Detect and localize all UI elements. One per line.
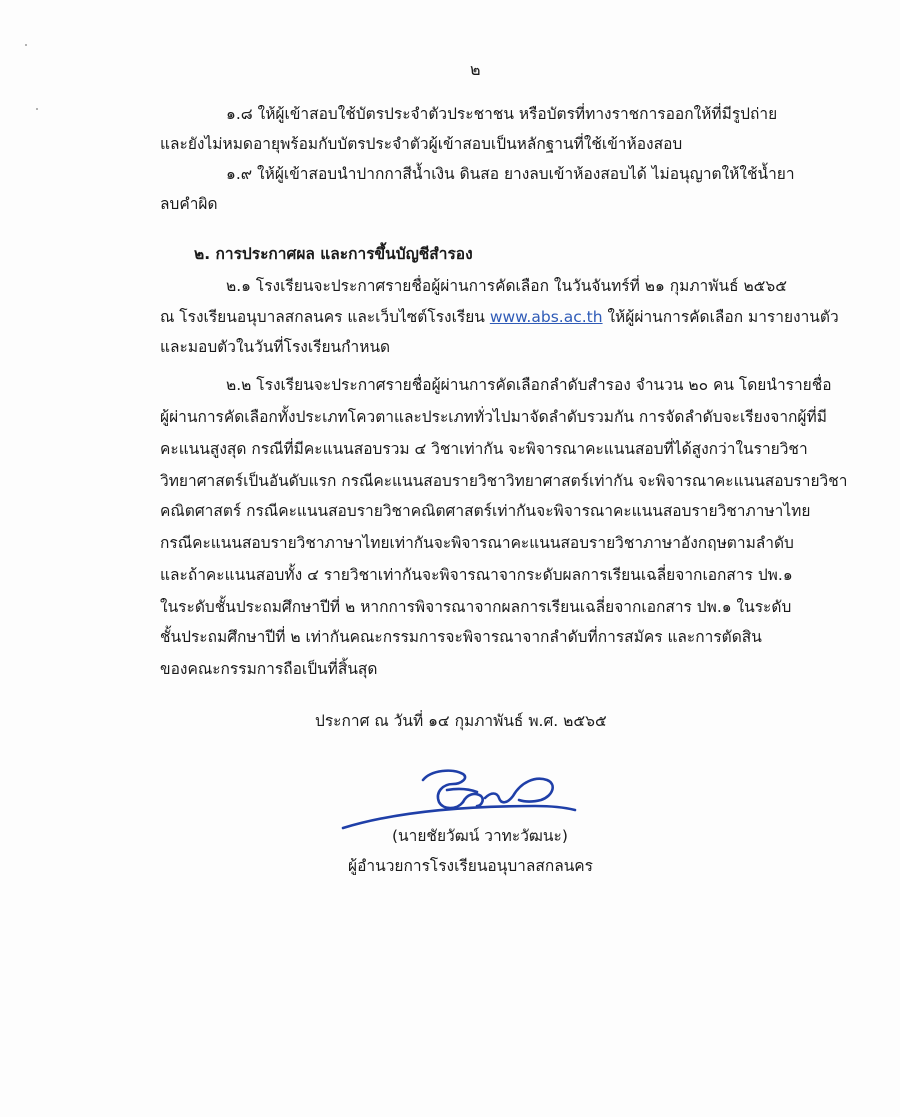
item-2-2-line: ชั้นประถมศึกษาปีที่ ๒ เท่ากันคณะกรรมการจะพิจารณาจากลำดับที่การสมัคร และการตัดสิน (160, 628, 762, 646)
item-2-2-line: และถ้าคะแนนสอบทั้ง ๔ รายวิชาเท่ากันจะพิจารณาจากระดับผลการเรียนเฉลี่ยจากเอกสาร ปพ.๑ (160, 566, 793, 584)
page-number: ๒ (470, 60, 481, 79)
item-2-1-line3: และมอบตัวในวันที่โรงเรียนกำหนด (160, 338, 391, 356)
item-2-1-line1: ๒.๑ โรงเรียนจะประกาศรายชื่อผู้ผ่านการคัดเลือก ในวันจันทร์ที่ ๒๑ กุมภาพันธ์ ๒๕๖๕ (226, 277, 787, 295)
item-2-2-line: ผู้ผ่านการคัดเลือกทั้งประเภทโควตาและประเภททั่วไปมาจัดลำดับรวมกัน การจัดลำดับจะเรียงจากผู้ที่มี (160, 408, 827, 426)
signatory-name: (นายชัยวัฒน์ วาทะวัฒนะ) (392, 827, 568, 845)
item-2-2-line: คณิตศาสตร์ กรณีคะแนนสอบรายวิชาคณิตศาสตร์เท่ากันจะพิจารณาคะแนนสอบรายวิชาภาษาไทย (160, 502, 811, 520)
scan-speck (36, 108, 38, 110)
item-2-1-line2-after: ให้ผู้ผ่านการคัดเลือก มารายงานตัว (602, 308, 839, 326)
item-2-2-line: วิทยาศาสตร์เป็นอันดับแรก กรณีคะแนนสอบรายวิชาวิทยาศาสตร์เท่ากัน จะพิจารณาคะแนนสอบรายวิชา (160, 472, 848, 490)
item-2-2-line: คะแนนสูงสุด กรณีที่มีคะแนนสอบรวม ๔ วิชาเท่ากัน จะพิจารณาคะแนนสอบที่ได้สูงกว่าในรายวิชา (160, 440, 808, 458)
item-1-9-line1: ๑.๙ ให้ผู้เข้าสอบนำปากกาสีน้ำเงิน ดินสอ ยางลบเข้าห้องสอบได้ ไม่อนุญาตให้ใช้น้ำยา (226, 165, 795, 183)
announcement-date: ประกาศ ณ วันที่ ๑๔ กุมภาพันธ์ พ.ศ. ๒๕๖๕ (315, 712, 607, 730)
school-website-link[interactable]: www.abs.ac.th (489, 308, 603, 326)
item-2-2-line: ๒.๒ โรงเรียนจะประกาศรายชื่อผู้ผ่านการคัดเลือกลำดับสำรอง จำนวน ๒๐ คน โดยนำรายชื่อ (226, 376, 832, 394)
item-2-2-line: ของคณะกรรมการถือเป็นที่สิ้นสุด (160, 660, 378, 678)
signature-image (335, 762, 580, 834)
item-2-2-line: กรณีคะแนนสอบรายวิชาภาษาไทยเท่ากันจะพิจารณาคะแนนสอบรายวิชาภาษาอังกฤษตามลำดับ (160, 534, 794, 552)
item-2-1-line2 (160, 306, 839, 328)
scan-speck (25, 44, 27, 46)
item-1-8-line1: ๑.๘ ให้ผู้เข้าสอบใช้บัตรประจำตัวประชาชน หรือบัตรที่ทางราชการออกให้ที่มีรูปถ่าย (226, 105, 778, 123)
item-2-1-line2-before: ณ โรงเรียนอนุบาลสกลนคร และเว็บไซต์โรงเรียน (160, 308, 490, 326)
signatory-position: ผู้อำนวยการโรงเรียนอนุบาลสกลนคร (348, 857, 593, 875)
section2-heading: ๒. การประกาศผล และการขึ้นบัญชีสำรอง (194, 245, 473, 263)
item-2-2-line: ในระดับชั้นประถมศึกษาปีที่ ๒ หากการพิจารณาจากผลการเรียนเฉลี่ยจากเอกสาร ปพ.๑ ในระดับ (160, 598, 792, 616)
item-1-8-line2: และยังไม่หมดอายุพร้อมกับบัตรประจำตัวผู้เข้าสอบเป็นหลักฐานที่ใช้เข้าห้องสอบ (160, 135, 683, 153)
item-1-9-line2: ลบคำผิด (160, 195, 218, 213)
